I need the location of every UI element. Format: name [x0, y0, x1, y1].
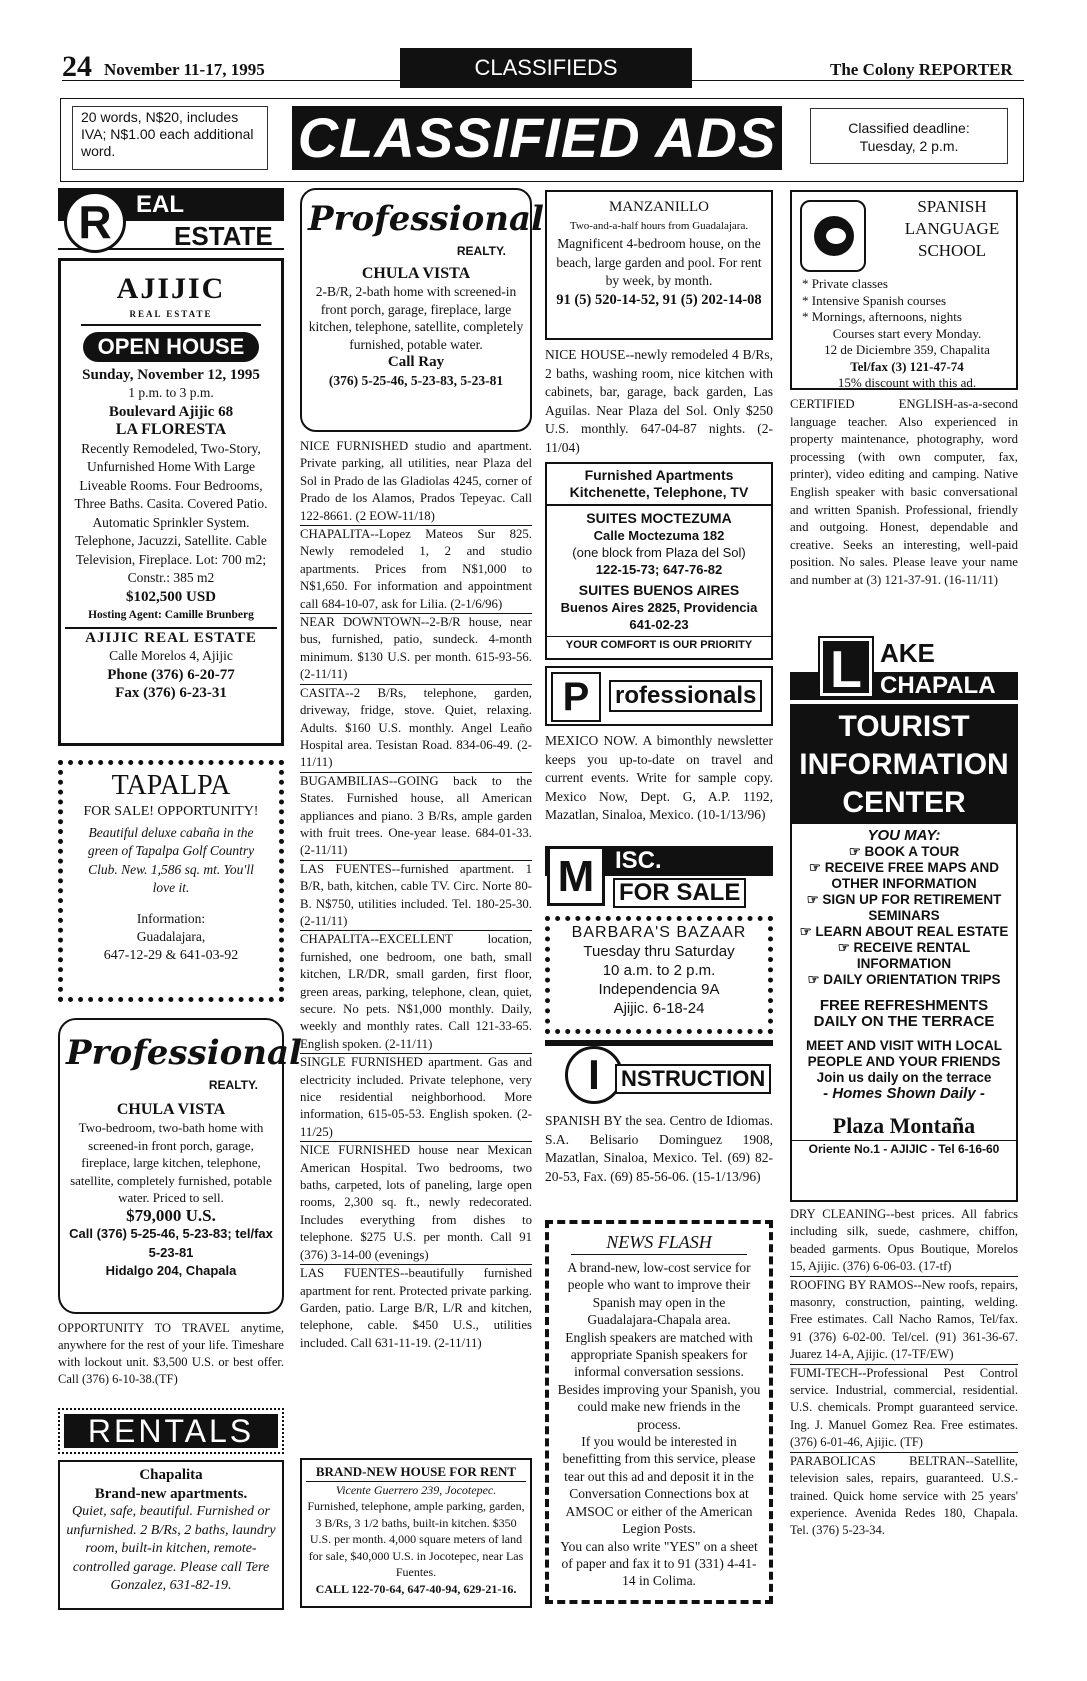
- section-title: CLASSIFIEDS: [400, 48, 692, 88]
- real-estate-letter: R: [64, 191, 126, 253]
- rental-listing: BUGAMBILIAS--GOING back to the States. Furnished house, all American appliances and piano. 3 B/Rs, ample garden with fruit trees. One-year lease. 684-01-33. (2-11/11): [300, 772, 532, 860]
- school-address: 12 de Diciembre 359, Chapalita: [824, 342, 990, 357]
- realty-label-2: REALTY.: [456, 244, 506, 258]
- free-refreshments: FREE REFRESHMENTS DAILY ON THE TERRACE: [813, 997, 995, 1030]
- page-number: 24: [62, 50, 92, 83]
- misc-word2: FOR SALE: [613, 878, 746, 908]
- service-listing: PARABOLICAS BELTRAN--Satellite, television sales, repairs, guaranteed. U.S.-trained. Quick home service with 25 years' experience. Avenida Redes 180, Chapala. Tel. (376) 5-23-34.: [790, 1452, 1018, 1540]
- open-house-address: Boulevard Ajijic 68: [108, 403, 234, 420]
- deadline-label: Classified deadline:: [848, 120, 970, 136]
- hosting-agent: Hosting Agent: Camille Brunberg: [65, 606, 277, 629]
- manzanillo-title: MANZANILLO: [609, 199, 709, 215]
- bazaar-address: Independencia 9A: [598, 981, 720, 998]
- timeshare-ad: OPPORTUNITY TO TRAVEL anytime, anywhere for the rest of your life. Timeshare with lockout unit. $3,500 U.S. or best offer. Call (376) 6-10-38.(TF): [58, 1321, 284, 1386]
- barbaras-bazaar-ad: [545, 916, 773, 1034]
- rental-listing: SINGLE FURNISHED apartment. Gas and electricity included. Private telephone, very nice residential neighborhood. More information, 615-05-53. English spoken. (2-11/25): [300, 1053, 532, 1141]
- header-rule: [62, 80, 1024, 81]
- lake-chapala-header: [790, 634, 1018, 700]
- real-estate-word2: ESTATE: [174, 221, 273, 251]
- suites-moctezuma-phones: 122-15-73; 647-76-82: [595, 562, 723, 577]
- lake-letter: L: [820, 638, 872, 696]
- listing-title: CHULA VISTA: [116, 1100, 226, 1118]
- bazaar-name: BARBARA'S BAZAAR: [571, 924, 747, 941]
- school-feature: * Private classes: [802, 276, 888, 291]
- service-listing: ROOFING BY RAMOS--New roofs, repairs, masonry, construction, painting, welding. Free estimates. Call Nacho Ramos, Tel/fax. 91 (376) 6-02-00. Tel/cel. (91) 361-36-67. Juarez 14-A, Ajijic. (17-TF/EW): [790, 1276, 1018, 1364]
- rental-listing: NEAR DOWNTOWN--2-B/R house, near bus, furnished, patio, sundeck. 4-month minimum. $130 U.S. per month. 615-93-56. (2-11/11): [300, 613, 532, 684]
- realty-label: REALTY.: [208, 1078, 258, 1092]
- school-features: [802, 276, 1012, 392]
- instruction-word: NSTRUCTION: [615, 1064, 771, 1094]
- lake-word1: AKE: [880, 638, 935, 668]
- misc-word1: ISC.: [615, 847, 662, 874]
- tapalpa-title: TAPALPA: [111, 770, 231, 801]
- service-listing: FUMI-TECH--Professional Pest Control service. Industrial, commercial, residential. U.S. chemicals. Prompt guaranteed service. Ing. J. Manuel Gomez Rea. Free estimates. (376) 6-01-46, Ajijic. (TF): [790, 1364, 1018, 1452]
- suites-headline: Furnished Apartments Kitchenette, Telephone, TV: [547, 464, 771, 506]
- manzanillo-subtitle: Two-and-a-half hours from Guadalajara.: [569, 219, 749, 232]
- nice-house-ad: NICE HOUSE--newly remodeled 4 B/Rs, 2 baths, washing room, nice kitchen with cabinets, bar, garage, back garden, Las Aguilas. Near Plaza del Sol. Only $250 U.S. monthly. 647-04-87 nights. (2-11/04): [545, 347, 773, 455]
- professional-realty-ad-1: [58, 1018, 302, 1314]
- plaza-montana-name: Plaza Montaña: [832, 1113, 976, 1138]
- join-terrace: Join us daily on the terrace: [816, 1070, 992, 1085]
- you-may-label: YOU MAY:: [867, 827, 941, 844]
- instruction-header: [545, 1040, 773, 1106]
- tourist-service: ☞ RECEIVE RENTAL INFORMATION: [837, 940, 971, 971]
- professionals-letter: P: [551, 672, 601, 722]
- tapalpa-info-label: Information:: [136, 910, 206, 926]
- brand-new-address: Vicente Guerrero 239, Jocotepec.: [335, 1482, 497, 1497]
- professional-logo: Professional: [66, 1033, 302, 1073]
- plaza-address: Oriente No.1 - AJIJIC - Tel 6-16-60: [792, 1140, 1016, 1157]
- chapalita-subtitle: Brand-new apartments.: [94, 1485, 248, 1502]
- rental-listing: LAS FUENTES--furnished apartment. 1 B/R, bath, kitchen, cable TV. Circ. Norte 80-B. N$750, utilities included. Tel. 180-25-30. (2-11/11): [300, 860, 532, 931]
- suites-moctezuma: SUITES MOCTEZUMA: [586, 510, 732, 526]
- deadline-box: [810, 108, 1008, 164]
- news-flash-p1: A brand-new, low-cost service for people who want to improve their Spanish may open in the Guadalajara-Chapala area.: [567, 1260, 751, 1328]
- service-listings: [790, 1206, 1018, 1540]
- issue-date: November 11-17, 1995: [104, 60, 265, 79]
- tapalpa-description: Beautiful deluxe cabaña in the green of Tapalpa Golf Country Club. New. 1,586 sq. mt. You'll love it.: [87, 824, 255, 895]
- school-feature: * Intensive Spanish courses: [802, 292, 947, 308]
- misc-for-sale-header: [545, 846, 773, 908]
- suites-buenos-aires-phone: 641-02-23: [629, 617, 689, 632]
- tapalpa-city: Guadalajara,: [136, 929, 206, 944]
- news-flash-ad: [545, 1220, 773, 1604]
- tourist-title: TOURIST INFORMATION CENTER: [792, 706, 1016, 824]
- news-flash-p3: Besides improving your Spanish, you could make new friends in the process.: [557, 1381, 761, 1432]
- brand-new-description: Furnished, telephone, ample parking, garden, 3 B/Rs, 3 1/2 baths, built-in kitchen. $350 U.S. per month. 4,000 square meters of land for sale, $40,000 U.S. in Jocotepec, near Las Fuentes.: [307, 1499, 525, 1579]
- ajijic-logo-sub: REAL ESTATE: [81, 305, 261, 326]
- suites-tagline: YOUR COMFORT IS OUR PRIORITY: [547, 636, 771, 654]
- brand-new-house-ad: [300, 1458, 532, 1608]
- manzanillo-description: Magnificent 4-bedroom house, on the beach, large garden and pool. For rent by week, by month.: [556, 236, 762, 288]
- rental-listing: NICE FURNISHED studio and apartment. Private parking, all utilities, near Plaza del Sol in Prado de las Gladiolas 4245, corner of Prado de los Alamos, Prados Tepeyac. Call 122-8661. (2 EOW-11/18): [300, 439, 532, 523]
- open-house-time: 1 p.m. to 3 p.m.: [128, 385, 214, 400]
- spanish-school-ad: [790, 190, 1018, 390]
- tourist-service: ☞ RECEIVE FREE MAPS AND OTHER INFORMATION: [808, 860, 1000, 891]
- news-flash-title: NEWS FLASH: [571, 1230, 747, 1255]
- news-flash-p5: You can also write "YES" on a sheet of paper and fax it to 91 (331) 4-41-14 in Colima.: [560, 1538, 758, 1589]
- newspaper-name: The Colony REPORTER: [830, 60, 1013, 79]
- professional-logo-2: Professional: [308, 199, 544, 239]
- listing-address: Hidalgo 204, Chapala: [105, 1263, 237, 1278]
- rental-listing: CASITA--2 B/Rs, telephone, garden, driveway, fridge, stove. Quiet, relaxing. Adults. $160 U.S. monthly. Angel Leaño Hospital area. Tesistan Road. 834-06-49. (2-11/11): [300, 684, 532, 772]
- lake-word2: CHAPALA: [880, 672, 996, 699]
- brand-new-title: BRAND-NEW HOUSE FOR RENT: [306, 1464, 526, 1482]
- chapalita-title: Chapalita: [139, 1467, 203, 1483]
- real-estate-header: [58, 188, 284, 250]
- agency-phone: Phone (376) 6-20-77: [107, 666, 235, 683]
- ajijic-logo: AJIJIC: [116, 272, 226, 305]
- rental-listing: CHAPALITA--EXCELLENT location, furnished, one bedroom, one bath, small kitchen, LR/DR, small garden, first floor, green areas, parking, telephone, clean, quiet, secure. No pets. N$1,000 monthly. Daily, weekly and monthly rates. Call 121-33-65. English spoken. (2-11/11): [300, 930, 532, 1053]
- manzanillo-phones: 91 (5) 520-14-52, 91 (5) 202-14-08: [556, 291, 762, 308]
- misc-letter: M: [547, 846, 605, 906]
- property-description: Recently Remodeled, Two-Story, Unfurnished Home With Large Liveable Rooms. Four Bedrooms, Three Baths. Casita. Covered Patio. Automatic Sprinkler System. Telephone, Jacuzzi, Satellite. Cable Television, Fireplace. Lot: 700 m2; Constr.: 385 m2: [74, 440, 268, 585]
- school-title: SPANISH LANGUAGE SCHOOL: [904, 197, 1000, 260]
- school-start: Courses start every Monday.: [832, 325, 982, 341]
- rentals-title: RENTALS: [64, 1414, 278, 1448]
- professionals-word: rofessionals: [609, 680, 762, 712]
- agency-fax: Fax (376) 6-23-31: [115, 685, 227, 701]
- rates-box: 20 words, N$20, includes IVA; N$1.00 each additional word.: [72, 106, 268, 170]
- listing-description-2: 2-B/R, 2-bath home with screened-in front porch, garage, fireplace, large kitchen, telephone, satellite, completely furnished, potable water.: [308, 284, 524, 352]
- bazaar-days: Tuesday thru Saturday: [583, 943, 735, 960]
- suites-buenos-aires-address: Buenos Aires 2825, Providencia: [560, 600, 758, 615]
- property-price: $102,500 USD: [125, 588, 216, 605]
- bazaar-town-phone: Ajijic. 6-18-24: [613, 1000, 705, 1017]
- professionals-header: [545, 666, 773, 726]
- school-logo-icon: [800, 200, 866, 272]
- open-house-badge: OPEN HOUSE: [83, 332, 259, 362]
- rental-listings: [300, 438, 532, 1352]
- tapalpa-ad: [58, 760, 284, 1002]
- tapalpa-headline: FOR SALE! OPPORTUNITY!: [83, 804, 259, 819]
- chapalita-description: Quiet, safe, beautiful. Furnished or unfurnished. 2 B/Rs, 2 baths, laundry room, built-in kitchen, remote-controlled garage. Please call Tere Gonzalez, 631-82-19.: [66, 1504, 276, 1593]
- agency-name: AJIJIC REAL ESTATE: [85, 629, 257, 646]
- property-name: LA FLORESTA: [115, 421, 227, 438]
- real-estate-word1: EAL: [136, 191, 184, 218]
- ajijic-real-estate-ad: [58, 258, 284, 746]
- manzanillo-ad: [545, 190, 773, 340]
- ray-phones: (376) 5-25-46, 5-23-83, 5-23-81: [328, 372, 504, 388]
- suites-buenos-aires: SUITES BUENOS AIRES: [578, 582, 740, 598]
- suites-ad: [545, 462, 773, 660]
- listing-phones: Call (376) 5-25-46, 5-23-83; tel/fax 5-23-81: [69, 1226, 273, 1260]
- rental-listing: LAS FUENTES--beautifully furnished apartment for rent. Protected private parking. Garden, patio. Large B/R, L/R and kitchen, telephone, cable. $450 U.S., utilities included. Call 631-11-19. (2-11/11): [300, 1264, 532, 1352]
- rental-listing: CHAPALITA--Lopez Mateos Sur 825. Newly remodeled 1, 2 and studio apartments. Prices from N$1,000 to N$1,650. For information and appointment call 684-10-07, ask for Lilia. (2-1/6/96): [300, 525, 532, 613]
- deadline-value: Tuesday, 2 p.m.: [859, 138, 959, 154]
- suites-moctezuma-address: Calle Moctezuma 182: [593, 528, 725, 543]
- open-house-date: Sunday, November 12, 1995: [82, 366, 260, 383]
- chapalita-apartments-ad: [58, 1460, 284, 1610]
- news-flash-p4: If you would be interested in benefitting from this service, please tear out this ad and deposit it in the Conversation Connections box at AMSOC or either of the American Legion Posts.: [562, 1434, 756, 1537]
- banner-title: CLASSIFIED ADS: [292, 106, 782, 170]
- homes-shown-daily: - Homes Shown Daily -: [823, 1085, 985, 1102]
- tourist-service: ☞ SIGN UP FOR RETIREMENT SEMINARS: [806, 892, 1002, 923]
- listing-description: Two-bedroom, two-bath home with screened-in front porch, garage, fireplace, large kitchen, telephone, satellite, completely furnished, potable water. Priced to sell.: [70, 1120, 272, 1205]
- meet-local-people: MEET AND VISIT WITH LOCAL PEOPLE AND YOUR FRIENDS: [806, 1038, 1002, 1069]
- suites-moctezuma-note: (one block from Plaza del Sol): [572, 545, 746, 560]
- rentals-header: [58, 1408, 284, 1454]
- english-teacher-ad: CERTIFIED ENGLISH-as-a-second language teacher. Also experienced in property maintenance, photography, word processing (with own computer, fax, printer), video editing and camping. Native English speaker with basic conversational and written Spanish. Professional, friendly and outgoing. Honest, dependable and creative. Seeks an interesting, well-paid position. No sales. Please leave your name and number at (3) 121-37-91. (16-11/11): [790, 397, 1018, 587]
- tapalpa-phones: 647-12-29 & 641-03-92: [103, 947, 239, 963]
- school-discount: 15% discount with this ad.: [837, 375, 977, 390]
- brand-new-phones: CALL 122-70-64, 647-40-94, 629-21-16.: [315, 1581, 517, 1596]
- school-feature: * Mornings, afternoons, nights: [802, 309, 962, 324]
- rental-listing: NICE FURNISHED house near Mexican American Hospital. Two bedrooms, two baths, carpeted, lots of paneling, large open rooms, 2,300 sq. ft., newly redecorated. Includes everything from dishes to telephone. $275 U.S. per month. Call 91 (376) 3-14-00 (evenings): [300, 1141, 532, 1264]
- tourist-info-center-ad: [790, 704, 1018, 1202]
- call-ray: Call Ray: [387, 354, 445, 370]
- bazaar-hours: 10 a.m. to 2 p.m.: [602, 962, 716, 979]
- service-listing: DRY CLEANING--best prices. All fabrics including silk, suede, cashmere, chiffon, beaded garments. Opus Boutique, Morelos 15, Ajijic. (376) 6-06-03. (17-tf): [790, 1207, 1018, 1274]
- tourist-service: ☞ LEARN ABOUT REAL ESTATE: [799, 924, 1009, 939]
- professional-realty-ad-2: [300, 188, 544, 432]
- listing-title-2: CHULA VISTA: [361, 264, 471, 282]
- agency-street: Calle Morelos 4, Ajijic: [109, 648, 233, 663]
- tourist-service: ☞ DAILY ORIENTATION TRIPS: [807, 972, 1001, 987]
- school-phone: Tel/fax (3) 121-47-74: [850, 358, 964, 374]
- spanish-by-the-sea-ad: SPANISH BY the sea. Centro de Idiomas. S.A. Belisario Dominguez 1908, Mazatlan, Sinaloa, Mexico. Tel. (69) 82-20-53, Fax. (69) 85-56-06. (15-1/13/96): [545, 1113, 773, 1184]
- news-flash-p2: English speakers are matched with appropriate Spanish speakers for informal conversation sessions.: [565, 1329, 753, 1380]
- mexico-now-ad: MEXICO NOW. A bimonthly newsletter keeps you up-to-date on travel and current events. Write for sample copy. Mexico Now, Dept. G, A.P. 1192, Mazatlan, Sinaloa, Mexico. (10-1/13/96): [545, 733, 773, 822]
- listing-price: $79,000 U.S.: [126, 1205, 216, 1225]
- instruction-letter: I: [565, 1046, 623, 1104]
- tourist-service: ☞ BOOK A TOUR: [848, 844, 960, 859]
